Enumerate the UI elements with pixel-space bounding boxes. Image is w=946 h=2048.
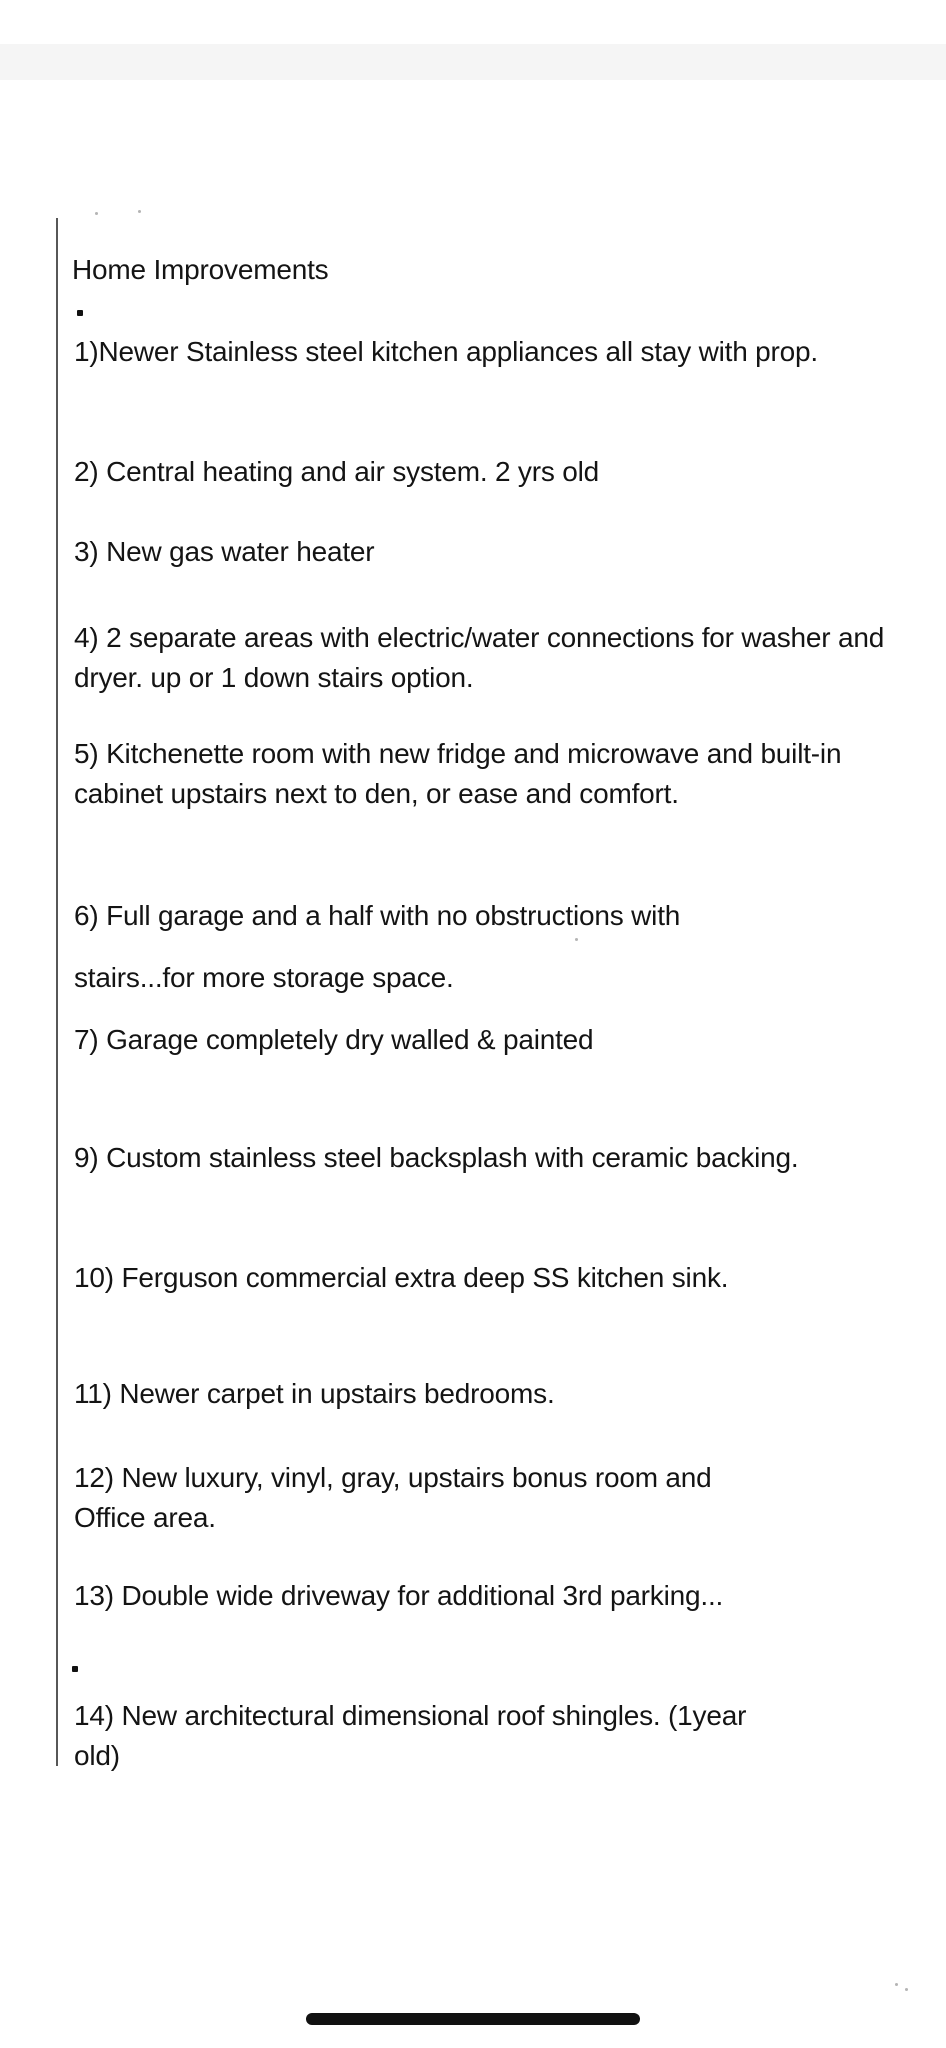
list-item: 9) Custom stainless steel backsplash with ceramic backing. <box>74 1142 799 1173</box>
list-item: 12) New luxury, vinyl, gray, upstairs bonus room and Office area. <box>74 1462 712 1533</box>
scan-speck <box>895 1983 898 1986</box>
list-item: 11) Newer carpet in upstairs bedrooms. <box>74 1378 555 1409</box>
document-title: Home Improvements <box>72 254 329 285</box>
list-item: 14) New architectural dimensional roof shingles. (1year old) <box>74 1700 747 1771</box>
bullet-mark <box>72 1666 78 1672</box>
list-item: 13) Double wide driveway for additional 3rd parking... <box>74 1580 724 1611</box>
scan-speck <box>575 938 578 941</box>
list-item: 6) Full garage and a half with no obstructions with <box>74 900 681 931</box>
scan-speck <box>905 1988 908 1991</box>
list-item: 1)Newer Stainless steel kitchen appliances all stay with prop. <box>74 336 818 367</box>
list-item: 4) 2 separate areas with electric/water connections for washer and dryer. up or 1 down stairs option. <box>74 622 885 693</box>
list-item: 5) Kitchenette room with new fridge and microwave and built-in cabinet upstairs next to den, or ease and comfort. <box>74 738 842 809</box>
home-indicator <box>306 2013 640 2025</box>
list-item: 3) New gas water heater <box>74 536 375 567</box>
bullet-mark <box>77 310 83 316</box>
list-item: stairs...for more storage space. <box>74 962 454 993</box>
scan-speck <box>95 212 98 215</box>
list-item: 2) Central heating and air system. 2 yrs old <box>74 456 600 487</box>
scan-speck <box>138 210 141 213</box>
list-item: 10) Ferguson commercial extra deep SS kitchen sink. <box>74 1262 729 1293</box>
list-item: 7) Garage completely dry walled & painted <box>74 1024 594 1055</box>
document-left-margin-rule <box>56 218 58 1766</box>
